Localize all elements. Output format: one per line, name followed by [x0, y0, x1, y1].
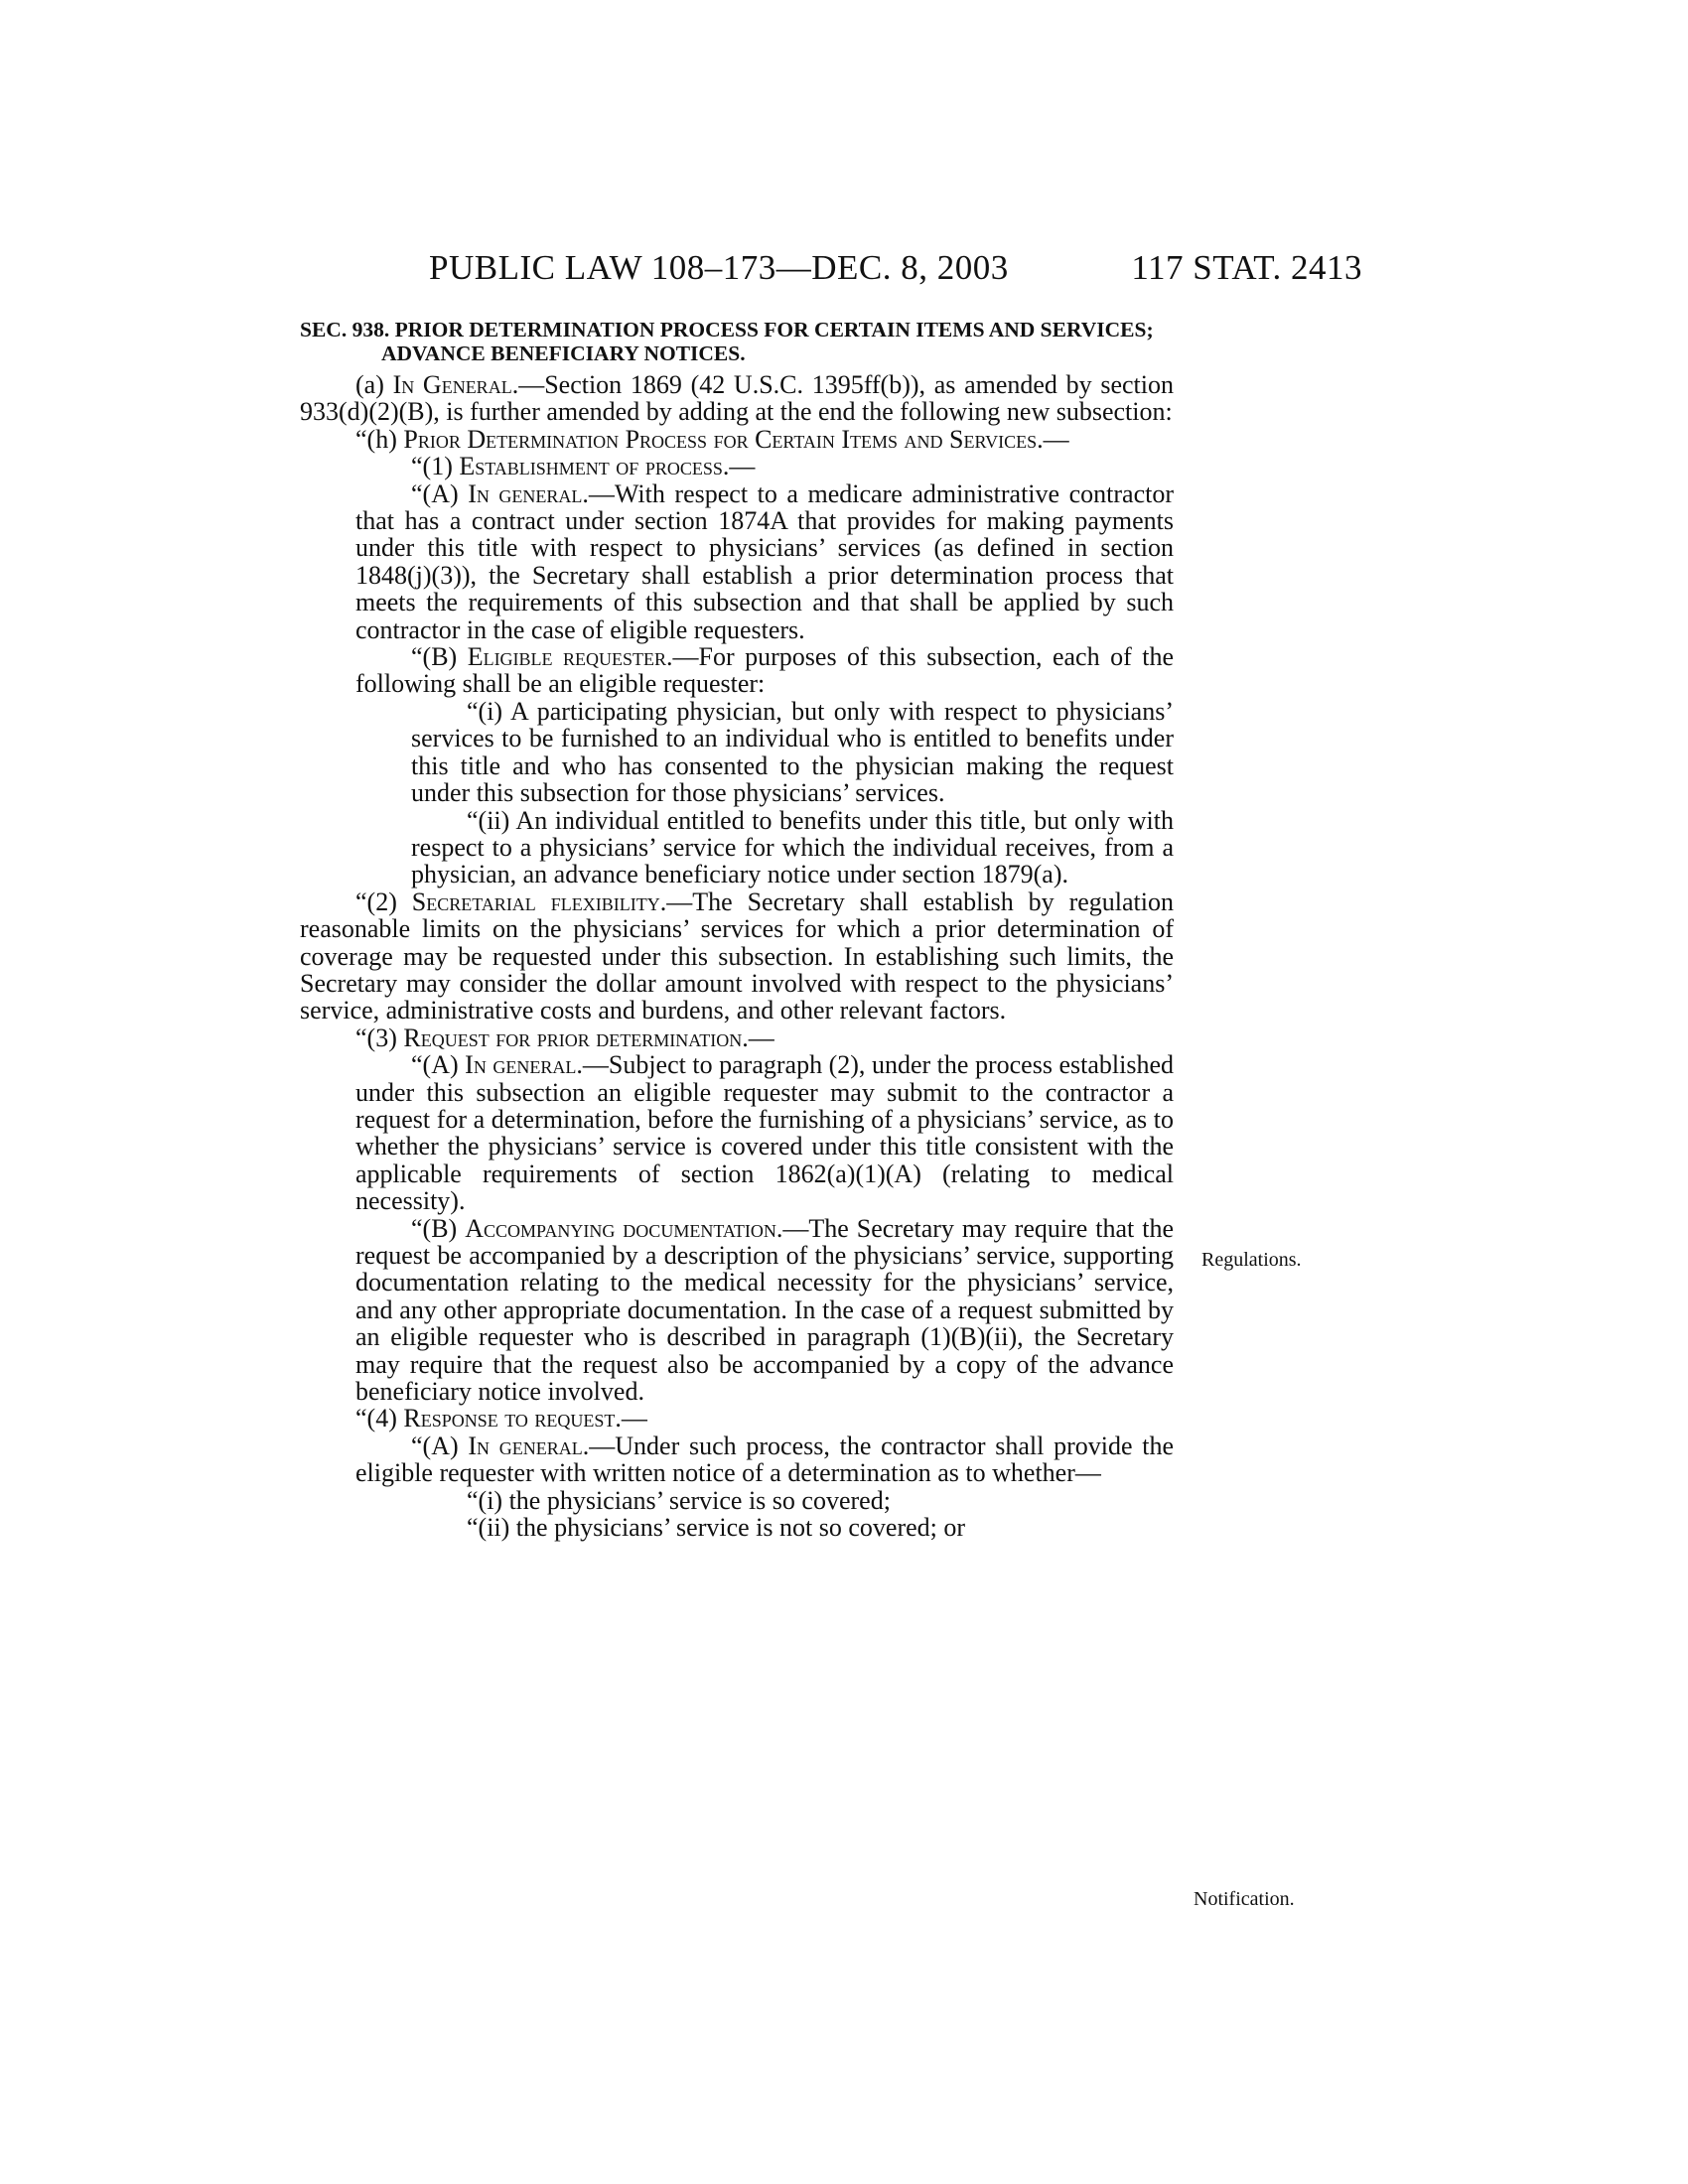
document-body	[300, 318, 1174, 1541]
paragraph-3: “(3) Request for prior determination.—	[355, 1023, 774, 1052]
statute-page-number: 117 STAT. 2413	[1131, 248, 1362, 287]
paragraph-1-A-caption: In general	[468, 478, 583, 508]
paragraph-1: “(1) Establishment of process.—	[411, 452, 756, 481]
public-law-title: PUBLIC LAW 108–173—DEC. 8, 2003	[429, 248, 1009, 287]
paragraph-1-B: “(B) Eligible requester.—For purposes of this subsection, each of the following shall be an eligible requester:	[355, 642, 1174, 699]
paragraph-3-A-caption: In general	[465, 1050, 577, 1080]
paragraph-1-B-caption: Eligible requester	[467, 642, 667, 672]
paragraph-4-A-caption: In general	[468, 1431, 583, 1460]
paragraph-2-caption: Secretarial flexibility	[411, 887, 660, 916]
subsection-h-caption: Prior Determination Process for Certain Items and Services	[403, 424, 1038, 454]
paragraph-2: “(2) Secretarial flexibility.—The Secretary shall establish by regulation reasonable limits on the physicians’ services for which a prior determination of coverage may be requested under this subsection. In establishing such limits, the Secretary may consider the dollar amount involved with respect to the physicians’ service, administrative costs and burdens, and other relevant factors.	[300, 887, 1174, 1025]
paragraph-4: “(4) Response to request.—	[355, 1404, 647, 1433]
subsection-h: “(h) Prior Determination Process for Certain Items and Services.—	[355, 424, 1069, 454]
clause-4-A-i: “(i) the physicians’ service is so covered;	[467, 1485, 891, 1515]
paragraph-4-A: “(A) In general.—Under such process, the contractor shall provide the eligible requester with written notice of a determination as to whether—	[355, 1431, 1174, 1488]
paragraph-3-caption: Request for prior determination	[403, 1023, 743, 1052]
clause-1-B-ii: “(ii) An individual entitled to benefits under this title, but only with respect to a physicians’ service for which the individual receives, from a physician, an advance beneficiary notice under section 1879(a).	[411, 805, 1174, 889]
paragraph-3-B-caption: Accompanying documentation	[465, 1213, 776, 1243]
paragraph-3-B: “(B) Accompanying documentation.—The Secretary may require that the request be accompanied by a description of the physicians’ service, supporting documentation relating to the medical necessity for the physicians’ service, and any other appropriate documentation. In the case of a request submitted by an eligible requester who is described in paragraph (1)(B)(ii), the Secretary may require that the request also be accompanied by a copy of the advance beneficiary notice involved.	[355, 1213, 1174, 1407]
section-heading: SEC. 938. PRIOR DETERMINATION PROCESS FOR CERTAIN ITEMS AND SERVICES; ADVANCE BENEFICIARY NOTICES.	[300, 318, 1154, 365]
margin-note-regulations: Regulations.	[1201, 1249, 1302, 1271]
paragraph-1-caption: Establishment of process	[459, 452, 723, 481]
clause-4-A-ii: “(ii) the physicians’ service is not so covered; or	[467, 1513, 966, 1543]
paragraph-4-caption: Response to request	[403, 1404, 616, 1433]
paragraph-1-A: “(A) In general.—With respect to a medicare administrative contractor that has a contract under section 1874A that provides for making payments under this title with respect to physicians’ services (as defined in section 1848(j)(3)), the Secretary shall establish a prior determination process that meets the requirements of this subsection and that shall be applied by such contractor in the case of eligible requesters.	[355, 478, 1175, 644]
paragraph-a-caption: In General	[392, 370, 512, 399]
clause-1-B-i: “(i) A participating physician, but only with respect to physicians’ services to be furnished to an individual who is entitled to benefits under this title and who has consented to the physician making the request under this subsection for those physicians’ services.	[411, 696, 1174, 808]
paragraph-3-A: “(A) In general.—Subject to paragraph (2), under the process established under this subsection an eligible requester may submit to the contractor a request for a determination, before the furnishing of a physicians’ service, as to whether the physicians’ service is covered under this title consistent with the applicable requirements of section 1862(a)(1)(A) (relating to medical necessity).	[355, 1050, 1174, 1216]
paragraph-a: (a) In General.—Section 1869 (42 U.S.C. 1395ff(b)), as amended by section 933(d)(2)(B), is further amended by adding at the end the following new subsection:	[300, 370, 1174, 427]
margin-note-notification: Notification.	[1194, 1888, 1295, 1910]
